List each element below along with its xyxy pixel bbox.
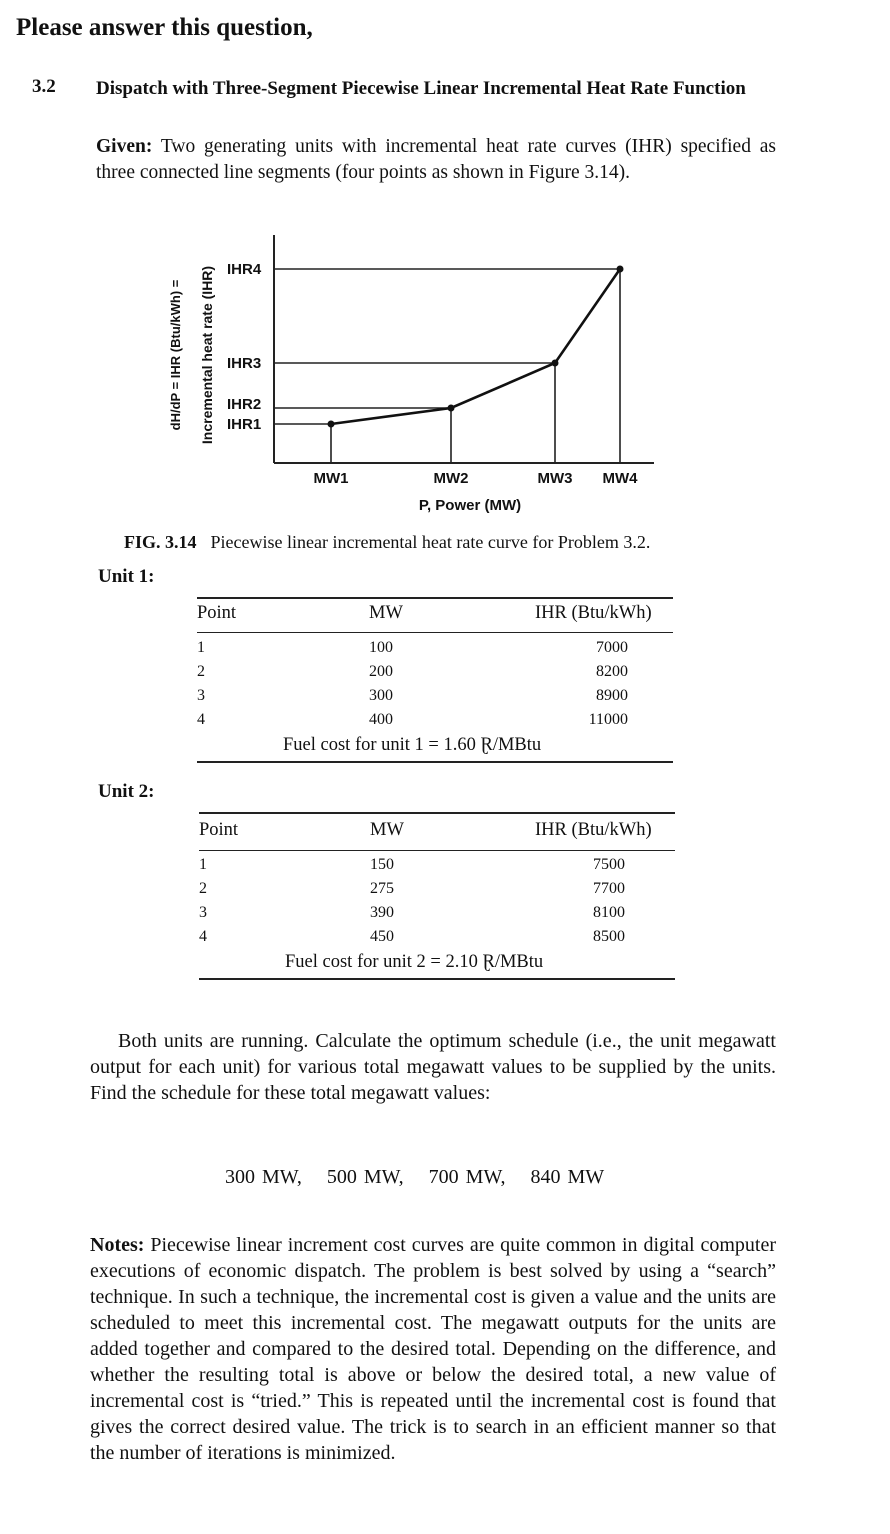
curve-point-1 [328,421,335,428]
cell-ihr: 7000 [596,639,628,656]
y-tick-ihr3: IHR3 [227,355,262,372]
problem-number: 3.2 [32,76,56,97]
cell-ihr: 7700 [593,880,625,897]
cell-ihr: 8500 [593,928,625,945]
y-tick-ihr4: IHR4 [227,261,262,278]
y-tick-ihr1: IHR1 [227,416,262,433]
unit2-table-top-rule [199,812,675,814]
x-tick-mw2: MW2 [433,470,469,487]
cell-mw: 450 [370,928,394,945]
curve-point-2 [448,405,455,412]
x-tick-mw4: MW4 [602,470,638,487]
cell-point: 3 [199,904,207,921]
unit1-table-top-rule [197,597,673,599]
cell-mw: 400 [369,711,393,728]
cell-mw: 150 [370,856,394,873]
cell-mw: 390 [370,904,394,921]
cell-ihr: 7500 [593,856,625,873]
mw-value: 300 MW, [225,1166,302,1188]
table-row [199,856,675,880]
table-row [197,687,673,711]
x-tick-mw3: MW3 [537,470,573,487]
cell-point: 2 [199,880,207,897]
y-axis-label: Incremental heat rate (IHR) [199,265,215,445]
cell-point: 4 [199,928,207,945]
unit2-header-rule [199,850,675,851]
table-row [197,711,673,735]
unit1-label: Unit 1: [98,566,155,587]
cell-point: 2 [197,663,205,680]
unit2-table-bottom-rule [199,978,675,980]
cell-ihr: 8900 [596,687,628,704]
cell-ihr: 8100 [593,904,625,921]
mw-value: 500 MW, [326,1166,404,1188]
problem-title: Dispatch with Three-Segment Piecewise Linear Incremental Heat Rate Function [96,78,746,99]
cell-mw: 200 [369,663,393,680]
cell-point: 1 [197,639,205,656]
unit1-header-rule [197,632,673,633]
cell-mw: 275 [370,880,394,897]
unit1-header-point: Point [197,603,237,623]
figure-caption-label: FIG. 3.14 [124,532,197,552]
table-row [199,880,675,904]
unit1-header-ihr: IHR (Btu/kWh) [535,603,652,623]
table-row [199,928,675,952]
unit1-fuel-cost: Fuel cost for unit 1 = 1.60 Ɽ/MBtu [283,735,542,755]
cell-point: 3 [197,687,205,704]
unit2-header-mw: MW [370,820,404,840]
cell-mw: 300 [369,687,393,704]
figure-caption [124,532,650,553]
unit1-table-bottom-rule [197,761,673,763]
cell-ihr: 11000 [588,711,628,728]
ihr-curve [331,269,620,424]
unit2-label: Unit 2: [98,781,155,802]
cell-mw: 100 [369,639,393,656]
given-label: Given: [96,136,153,157]
given-text: Two generating units with incremental heat rate curves (IHR) specified as three connected line segments (four points as shown in Figure 3.14). [96,136,776,183]
curve-point-4 [617,266,624,273]
cell-point: 4 [197,711,205,728]
unit2-header-point: Point [199,820,239,840]
task-paragraph: Both units are running. Calculate the optimum schedule (i.e., the unit megawatt output for each unit) for various total megawatt values to be supplied by the units. Find the schedule for these total megawatt values: [90,1030,776,1104]
unit1-table [197,597,673,763]
notes-paragraph [90,1232,776,1466]
y-axis-formula: dH/dP = IHR (Btu/kWh) = [168,279,183,431]
x-tick-mw1: MW1 [313,470,349,487]
page-heading: Please answer this question, [16,14,313,41]
unit2-table [199,812,675,982]
figure-caption-text: Piecewise linear incremental heat rate curve for Problem 3.2. [210,532,651,552]
y-tick-ihr2: IHR2 [227,396,262,413]
ihr-figure [140,225,700,525]
notes-text: Piecewise linear increment cost curves are quite common in digital computer executions of economic dispatch. The problem is best solved by using a “search” technique. In such a technique, the incremental cost is given a value and the units are scheduled to meet this incremental cost. The megawatt outputs for the units are added together and compared to the desired total. Depending on the difference, and whether the resulting total is above or below the desired total, a new value of incremental cost is “tried.” This is repeated until the incremental cost is found that gives the correct desired value. The trick is to search in an efficient manner so that the number of iterations is minimized. [90,1234,776,1464]
mw-value: 840 MW [530,1166,605,1188]
cell-ihr: 8200 [596,663,628,680]
table-row [197,663,673,687]
given-paragraph [96,134,776,186]
table-row [199,904,675,928]
mw-values [225,1166,622,1189]
x-axis-label: P, Power (MW) [418,497,522,514]
unit2-header-ihr: IHR (Btu/kWh) [535,820,652,840]
mw-value: 700 MW, [428,1166,506,1188]
curve-point-3 [552,360,559,367]
table-row [197,639,673,663]
notes-label: Notes: [90,1234,145,1256]
unit2-fuel-cost: Fuel cost for unit 2 = 2.10 Ɽ/MBtu [285,952,544,972]
cell-point: 1 [199,856,207,873]
unit1-header-mw: MW [369,603,403,623]
